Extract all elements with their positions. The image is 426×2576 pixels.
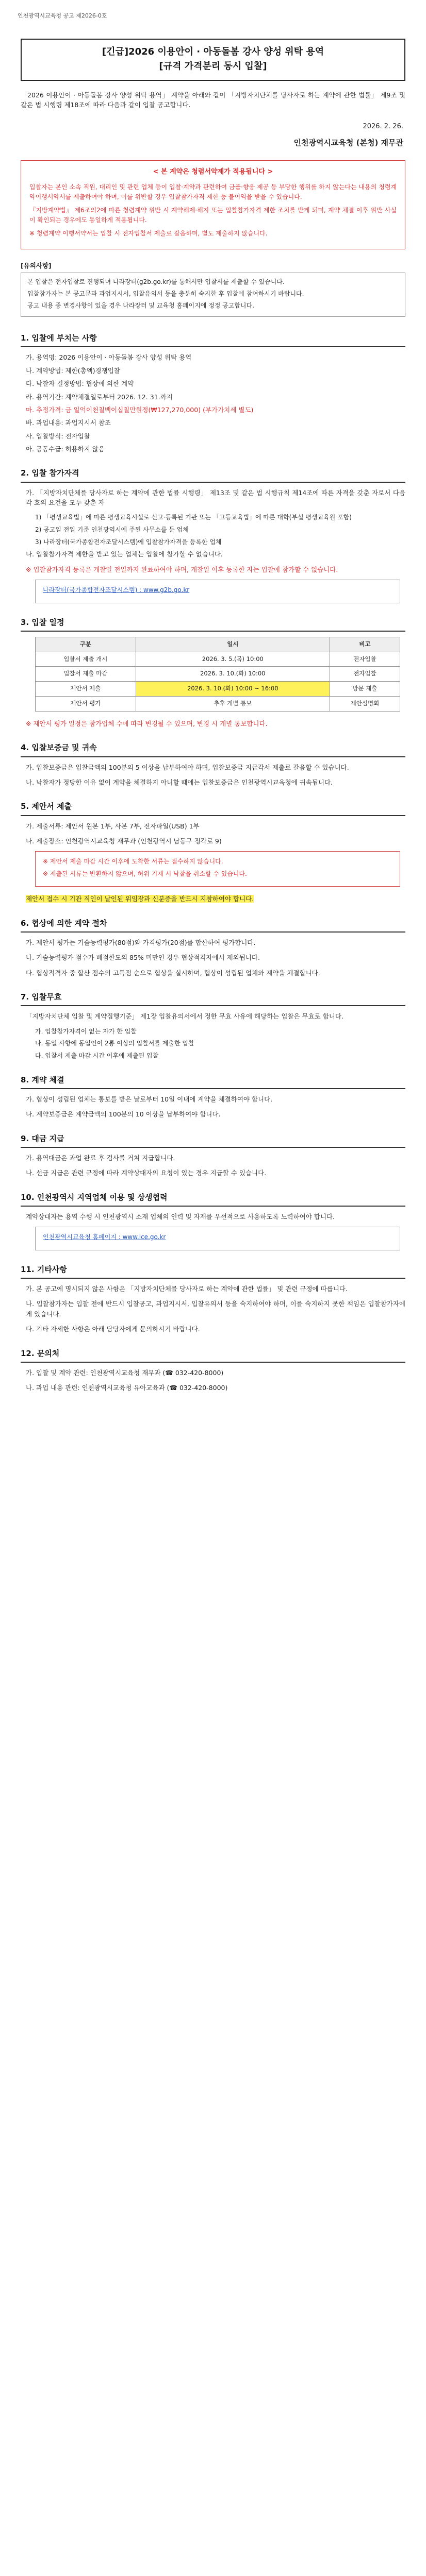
section1-item: 바. 과업내용: 과업지시서 참조 (26, 419, 111, 427)
section5-p2: 나. 제출장소: 인천광역시교육청 재무과 (인천광역시 남동구 정각로 9) (26, 837, 222, 845)
section2-sub: 2) 공고일 전일 기준 인천광역시에 주된 사무소를 둔 업체 (35, 526, 189, 534)
document-subtitle: [규격 가격분리 동시 입찰] (159, 60, 267, 72)
issuer: 인천광역시교육청 (본청) 재무관 (293, 138, 403, 147)
section-heading-11: 11. 기타사항 (21, 1264, 405, 1279)
section4-p2: 나. 낙찰자가 정당한 이유 없이 계약을 체결하지 아니할 때에는 입찰보증금은 인천광역시교육청에 귀속됩니다. (26, 778, 333, 786)
integrity-notice-p3: ※ 청렴계약 이행서약서는 입찰 시 전자입찰서 제출로 갈음하며, 별도 제출하지 않습니다. (29, 230, 268, 238)
section-heading-6: 6. 협상에 의한 계약 절차 (21, 918, 405, 933)
section6-p3: 다. 협상적격자 중 합산 점수의 고득점 순으로 협상을 실시하며, 협상이 성립된 업체와 계약을 체결합니다. (26, 969, 320, 977)
table-row (36, 667, 400, 682)
g2b-link-box (35, 580, 400, 603)
integrity-notice-heading: < 본 계약은 청렴서약제가 적용됩니다 > (153, 167, 273, 176)
section-heading-3: 3. 입찰 일정 (21, 617, 405, 632)
table-cell: 2026. 3. 5.(목) 10:00 (136, 652, 330, 667)
table-cell: 전자입찰 (330, 652, 400, 667)
title-box (21, 39, 405, 81)
section8-p2: 나. 계약보증금은 계약금액의 100분의 10 이상을 납부하여야 합니다. (26, 1110, 221, 1118)
section2-p1: 가. 「지방자치단체를 당사자로 하는 계약에 관한 법률 시행령」 제13조 및 같은 법 시행규칙 제14조에 따른 자격을 갖춘 자로서 다음 각 호의 요건을 모두 갖춘 자 (26, 488, 405, 507)
table-header-cell: 구분 (36, 637, 136, 652)
section-heading-7: 7. 입찰무효 (21, 991, 405, 1006)
table-cell: 2026. 3. 10.(화) 10:00 (136, 667, 330, 682)
section9-p1: 가. 용역대금은 과업 완료 후 검사를 거쳐 지급합니다. (26, 1154, 175, 1162)
section-heading-1: 1. 입찰에 부치는 사항 (21, 332, 405, 347)
caution-line: 입찰참가자는 본 공고문과 과업지시서, 입찰유의서 등을 충분히 숙지한 후 입찰에 참여하시기 바랍니다. (27, 290, 304, 298)
section2-sub: 3) 나라장터(국가종합전자조달시스템)에 입찰참가자격을 등록한 업체 (35, 538, 222, 546)
intro-paragraph: 「2026 이용안이 · 아동돌봄 강사 양성 위탁 용역」 계약을 아래와 같이 「지방자치단체를 당사자로 하는 계약에 관한 법률」 제9조 및 같은 법 시행령 제18조에 따라 다음과 같이 입찰 공고합니다. (21, 91, 405, 109)
section-heading-2: 2. 입찰 참가자격 (21, 467, 405, 482)
integrity-notice-box (21, 160, 405, 249)
section1-item: 나. 계약방법: 제한(총액)경쟁입찰 (26, 366, 120, 375)
section7-sub: 가. 입찰참가자격이 없는 자가 한 입찰 (35, 1027, 137, 1035)
table-header-cell: 일시 (136, 637, 330, 652)
document-title: [긴급]2026 이용안이 · 아동돌봄 강사 양성 위탁 용역 (102, 46, 324, 58)
schedule-table (35, 637, 400, 711)
section2-sub: 1) 「평생교육법」에 따른 평생교육시설로 신고·등록된 기관 또는 「고등교육법」에 따른 대학(부설 평생교육원 포함) (35, 514, 352, 521)
caution-box (21, 273, 405, 317)
table-cell-highlight: 2026. 3. 10.(화) 10:00 ~ 16:00 (136, 682, 330, 697)
section11-p3: 다. 기타 자세한 사항은 아래 담당자에게 문의하시기 바랍니다. (26, 1325, 200, 1333)
document-number: 인천광역시교육청 공고 제2026-0호 (18, 12, 107, 19)
g2b-link[interactable]: 나라장터(국가종합전자조달시스템) : www.g2b.go.kr (43, 586, 190, 594)
table-row (36, 652, 400, 667)
section-heading-12: 12. 문의처 (21, 1348, 405, 1363)
homepage-link-box (35, 1227, 400, 1250)
caution-heading: [유의사항] (21, 262, 52, 270)
caution-line: 공고 내용 중 변경사항이 있을 경우 나라장터 및 교육청 홈페이지에 정정 공고합니다. (27, 301, 254, 309)
table-row (36, 697, 400, 711)
section1-item: 라. 용역기간: 계약체결일로부터 2026. 12. 31.까지 (26, 393, 173, 401)
table-cell: 전자입찰 (330, 667, 400, 682)
table-header-cell: 비고 (330, 637, 400, 652)
section1-item: 사. 입찰방식: 전자입찰 (26, 432, 90, 440)
table-cell: 추후 개별 통보 (136, 697, 330, 711)
table-row (36, 682, 400, 697)
section11-p2: 나. 입찰참가자는 입찰 전에 반드시 입찰공고, 과업지시서, 입찰유의서 등을 숙지하여야 하며, 이를 숙지하지 못한 책임은 입찰참가자에게 있습니다. (26, 1300, 405, 1318)
section1-item-price: 마. 추정가격: 금 일억이천칠백이십칠만원정(₩127,270,000) (부가가치세 별도) (26, 405, 254, 414)
section1-item: 다. 낙찰자 결정방법: 협상에 의한 계약 (26, 380, 134, 388)
section8-p1: 가. 협상이 성립된 업체는 통보를 받은 날로부터 10일 이내에 계약을 체결하여야 합니다. (26, 1095, 273, 1103)
section-heading-10: 10. 인천광역시 지역업체 이용 및 상생협력 (21, 1192, 405, 1207)
table-cell: 제안서 제출 (36, 682, 136, 697)
section6-p2: 나. 기술능력평가 점수가 배점한도의 85% 미만인 경우 협상적격자에서 제외됩니다. (26, 954, 260, 962)
table-cell: 입찰서 제출 개시 (36, 652, 136, 667)
contact-line: 나. 과업 내용 관련: 인천광역시교육청 유아교육과 (☎ 032-420-8000) (26, 1384, 228, 1392)
section7-sub: 나. 동일 사항에 동일인이 2통 이상의 입찰서를 제출한 입찰 (35, 1040, 194, 1047)
section1-item: 아. 공동수급: 허용하지 않음 (26, 445, 105, 453)
announcement-date: 2026. 2. 26. (363, 122, 403, 130)
integrity-notice-p1: 입찰자는 본인 소속 직원, 대리인 및 관련 업체 등이 입찰·계약과 관련하여 금품·향응 제공 등 부당한 행위를 하지 않는다는 내용의 청렴계약이행서약서를 제출하여야 하며, 이를 위반할 경우 입찰참가자격 제한 등 불이익을 받을 수 있습니다. (29, 183, 397, 200)
integrity-notice-p2: 『지방계약법』 제6조의2에 따른 청렴계약 위반 시 계약해제·해지 또는 입찰참가자격 제한 조치를 받게 되며, 계약 체결 이후 위반 사실이 확인되는 경우에도 동일하게 적용됩니다. (29, 207, 397, 224)
section2-red-note: ※ 입찰참가자격 등록은 개찰일 전일까지 완료하여야 하며, 개찰일 이후 등록한 자는 입찰에 참가할 수 없습니다. (26, 565, 338, 573)
contact-line: 가. 입찰 및 계약 관련: 인천광역시교육청 재무과 (☎ 032-420-8000) (26, 1368, 224, 1377)
section7-sub: 다. 입찰서 제출 마감 시간 이후에 제출된 입찰 (35, 1052, 159, 1060)
section1-item: 가. 용역명: 2026 이용안이 · 아동돌봄 강사 양성 위탁 용역 (26, 353, 192, 362)
table-cell: 방문 제출 (330, 682, 400, 697)
submission-warning: ※ 제안서 제출 마감 시간 이후에 도착한 서류는 접수하지 않습니다. (43, 858, 223, 866)
section2-p2: 나. 입찰참가자격 제한을 받고 있는 업체는 입찰에 참가할 수 없습니다. (26, 550, 223, 558)
homepage-link[interactable]: 인천광역시교육청 홈페이지 : www.ice.go.kr (43, 1233, 166, 1241)
section5-p1: 가. 제출서류: 제안서 원본 1부, 사본 7부, 전자파일(USB) 1부 (26, 822, 200, 830)
section6-p1: 가. 제안서 평가는 기술능력평가(80점)와 가격평가(20점)를 합산하여 평가합니다. (26, 939, 256, 947)
table-cell: 제안서 평가 (36, 697, 136, 711)
section7-p1: 「지방자치단체 입찰 및 계약집행기준」 제1장 입찰유의서에서 정한 무효 사유에 해당하는 입찰은 무효로 합니다. (26, 1012, 343, 1021)
table-cell: 제안설명회 (330, 697, 400, 711)
table-header-row (36, 637, 400, 652)
section-heading-4: 4. 입찰보증금 및 귀속 (21, 742, 405, 757)
section-heading-9: 9. 대금 지급 (21, 1133, 405, 1148)
table-cell: 입찰서 제출 마감 (36, 667, 136, 682)
section9-p2: 나. 선금 지급은 관련 규정에 따라 계약상대자의 요청이 있는 경우 지급할 수 있습니다. (26, 1169, 267, 1177)
schedule-note: ※ 제안서 평가 일정은 참가업체 수에 따라 변경될 수 있으며, 변경 시 개별 통보합니다. (26, 719, 268, 727)
section4-p1: 가. 입찰보증금은 입찰금액의 100분의 5 이상을 납부하여야 하며, 입찰보증금 지급각서 제출로 갈음할 수 있습니다. (26, 763, 349, 771)
submission-highlight: 제안서 접수 시 기관 직인이 날인된 위임장과 신분증을 반드시 지참하여야 합니다. (26, 895, 254, 903)
submission-warning: ※ 제출된 서류는 반환하지 않으며, 허위 기재 시 낙찰을 취소할 수 있습니다. (43, 870, 247, 877)
section-heading-8: 8. 계약 체결 (21, 1074, 405, 1089)
submission-warning-box (35, 851, 400, 887)
caution-section (21, 261, 405, 317)
section-heading-5: 5. 제안서 제출 (21, 801, 405, 816)
caution-line: 본 입찰은 전자입찰로 진행되며 나라장터(g2b.go.kr)를 통해서만 입찰서를 제출할 수 있습니다. (27, 278, 285, 286)
section10-p1: 계약상대자는 용역 수행 시 인천광역시 소재 업체의 인력 및 자재를 우선적으로 사용하도록 노력하여야 합니다. (26, 1212, 335, 1221)
section11-p1: 가. 본 공고에 명시되지 않은 사항은 「지방자치단체를 당사자로 하는 계약에 관한 법률」 및 관련 규정에 따릅니다. (26, 1285, 348, 1293)
